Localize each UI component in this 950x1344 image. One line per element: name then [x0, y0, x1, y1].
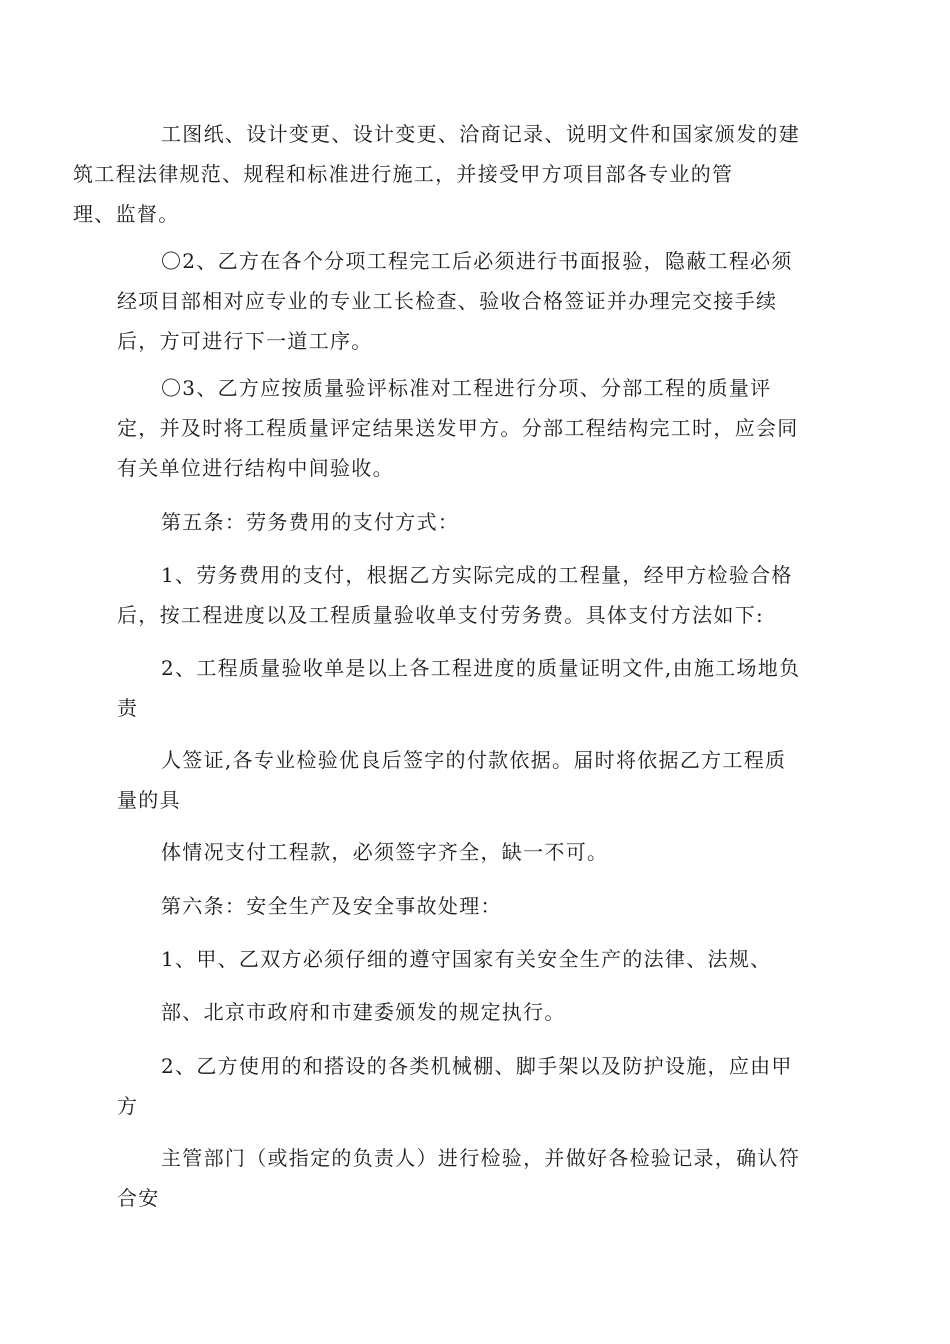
paragraph-10	[117, 1046, 837, 1126]
paragraph-11	[117, 1138, 837, 1218]
text-line: 2、工程质量验收单是以上各工程进度的质量证明文件,由施工场地负	[161, 656, 801, 680]
paragraph-4	[117, 555, 837, 635]
text-line: 后，按工程进度以及工程质量验收单支付劳务费。具体支付方法如下:	[117, 603, 765, 627]
text-line: 工图纸、设计变更、设计变更、洽商记录、说明文件和国家颁发的建	[161, 122, 800, 146]
text-line: 理、监督。	[73, 202, 180, 226]
paragraph-7	[117, 832, 837, 872]
text-line: 合安	[117, 1186, 160, 1210]
section-heading-6	[117, 886, 837, 926]
text-line: 体情况支付工程款，必须签字齐全，缺一不可。	[161, 840, 609, 864]
text-line: 量的具	[117, 788, 181, 812]
text-line: 2、乙方使用的和搭设的各类机械棚、脚手架以及防护设施，应由甲	[161, 1054, 793, 1078]
text-line: 第五条：劳务费用的支付方式：	[161, 510, 460, 534]
paragraph-8	[117, 939, 837, 979]
paragraph-2	[117, 241, 837, 361]
text-line: 筑工程法律规范、规程和标准进行施工，并接受甲方项目部各专业的管	[73, 162, 734, 186]
text-line: 责	[117, 696, 139, 720]
paragraph-5	[117, 648, 837, 728]
text-line: 〇3、乙方应按质量验评标准对工程进行分项、分部工程的质量评	[161, 376, 772, 400]
section-heading-5	[117, 502, 837, 542]
text-line: 1、劳务费用的支付，根据乙方实际完成的工程量，经甲方检验合格	[161, 563, 793, 587]
text-line: 有关单位进行结构中间验收。	[117, 456, 394, 480]
text-line: 经项目部相对应专业的专业工长检查、验收合格签证并办理完交接手续	[117, 289, 778, 313]
text-line: 1、甲、乙双方必须仔细的遵守国家有关安全生产的法律、法规、	[161, 947, 772, 971]
paragraph-6	[117, 740, 837, 820]
paragraph-9	[117, 992, 837, 1032]
text-line: 后，方可进行下一道工序。	[117, 329, 373, 353]
paragraph-3	[117, 368, 837, 488]
text-line: 部、北京市政府和市建委颁发的规定执行。	[161, 1000, 566, 1024]
text-line: 主管部门（或指定的负责人）进行检验，并做好各检验记录，确认符	[161, 1146, 800, 1170]
text-line: 〇2、乙方在各个分项工程完工后必须进行书面报验，隐蔽工程必须	[161, 249, 793, 273]
text-line: 方	[117, 1094, 139, 1118]
text-line: 人签证,各专业检验优良后签字的付款依据。届时将依据乙方工程质	[161, 748, 787, 772]
text-line: 定，并及时将工程质量评定结果送发甲方。分部工程结构完工时，应会同	[117, 416, 799, 440]
paragraph-1	[73, 114, 837, 234]
text-line: 第六条：安全生产及安全事故处理：	[161, 894, 502, 918]
